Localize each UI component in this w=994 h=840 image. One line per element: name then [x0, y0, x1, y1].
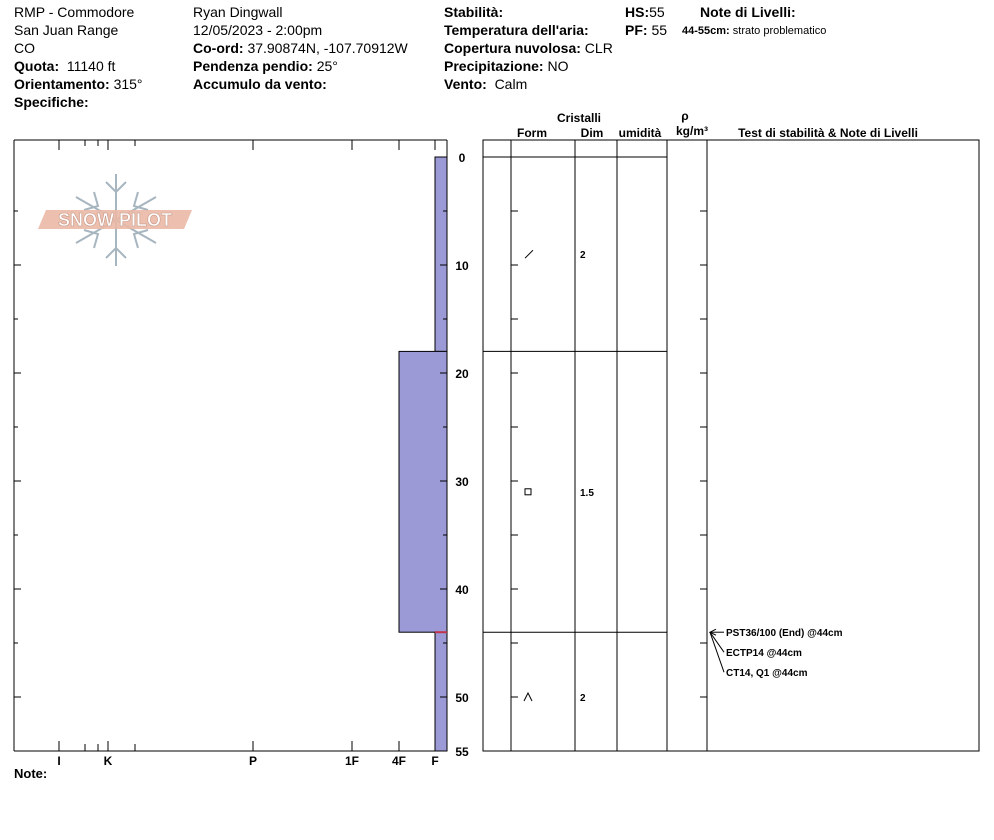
aspect: Orientamento: 315° [14, 76, 143, 92]
hardness-tick-label: 1F [344, 754, 360, 768]
header-moisture: umidità [618, 126, 662, 140]
snowpilot-logo [38, 174, 192, 266]
range-name: San Juan Range [14, 22, 119, 38]
depth-tick-label: 50 [455, 691, 469, 705]
hardness-tick-label: P [248, 754, 258, 768]
notes-label: Note: [14, 766, 48, 781]
observation-datetime: 12/05/2023 - 2:00pm [193, 22, 323, 38]
layer-table [483, 140, 979, 751]
header-form: Form [517, 126, 547, 140]
depth-tick-label: 30 [455, 475, 469, 489]
precipitation: Precipitazione: NO [444, 58, 569, 74]
elevation: Quota: 11140 ft [14, 58, 116, 74]
stability-test-label: CT14, Q1 @44cm [726, 668, 808, 680]
logo-text: SNOW PILOT [58, 210, 172, 230]
hardness-tick-label: F [431, 754, 439, 768]
hardness-tick-label: 4F [391, 754, 407, 768]
slope-angle: Pendenza pendio: 25° [193, 58, 338, 74]
stability-label: Stabilità: [444, 4, 504, 20]
observer-name: Ryan Dingwall [193, 4, 283, 20]
grain-form-depth-hoar-icon [524, 693, 532, 701]
hardness-plot [14, 140, 447, 751]
depth-tick-label: 40 [455, 583, 469, 597]
hardness-tick-label: K [103, 754, 113, 768]
header-tests: Test di stabilità & Note di Livelli [738, 126, 918, 140]
header-density-symbol: ρ [681, 109, 689, 123]
wind-loading: Accumulo da vento: [193, 76, 327, 92]
depth-tick-label: 55 [455, 745, 469, 759]
stability-test-label: ECTP14 @44cm [726, 648, 802, 660]
stability-test-leader [710, 632, 724, 672]
hs-value: HS:55 [625, 4, 665, 20]
stability-test-label: PST36/100 (End) @44cm [726, 628, 843, 640]
depth-tick-label: 20 [455, 367, 469, 381]
grain-form-faceted-icon [525, 489, 531, 495]
grain-form-decomposing-icon [525, 250, 533, 258]
hardness-tick-label: I [57, 754, 61, 768]
grain-size-label: 1.5 [580, 487, 594, 499]
wind: Vento: Calm [444, 76, 528, 92]
state-name: CO [14, 40, 35, 56]
layer-notes-label: Note di Livelli: [700, 4, 796, 20]
header-crystals: Cristalli [556, 111, 602, 125]
specifics-label: Specifiche: [14, 94, 89, 110]
hardness-bar-0 [435, 157, 447, 351]
cloud-cover: Copertura nuvolosa: CLR [444, 40, 613, 56]
grain-size-label: 2 [580, 693, 586, 704]
header-density-unit: kg/m³ [675, 124, 709, 138]
air-temp-label: Temperatura dell'aria: [444, 22, 589, 38]
coordinates: Co-ord: 37.90874N, -107.70912W [193, 40, 408, 56]
header-size: Dim [580, 126, 604, 140]
layer-note-entry: 44-55cm: strato problematico [682, 25, 827, 37]
grain-size-label: 2 [580, 250, 586, 262]
pf-value: PF: 55 [625, 22, 668, 38]
location-name: RMP - Commodore [14, 4, 135, 20]
depth-tick-label: 0 [458, 151, 466, 165]
stability-test-leader [710, 632, 724, 652]
depth-tick-label: 10 [455, 259, 469, 273]
hardness-bar-2 [435, 632, 447, 751]
hardness-bar-1 [399, 351, 447, 632]
